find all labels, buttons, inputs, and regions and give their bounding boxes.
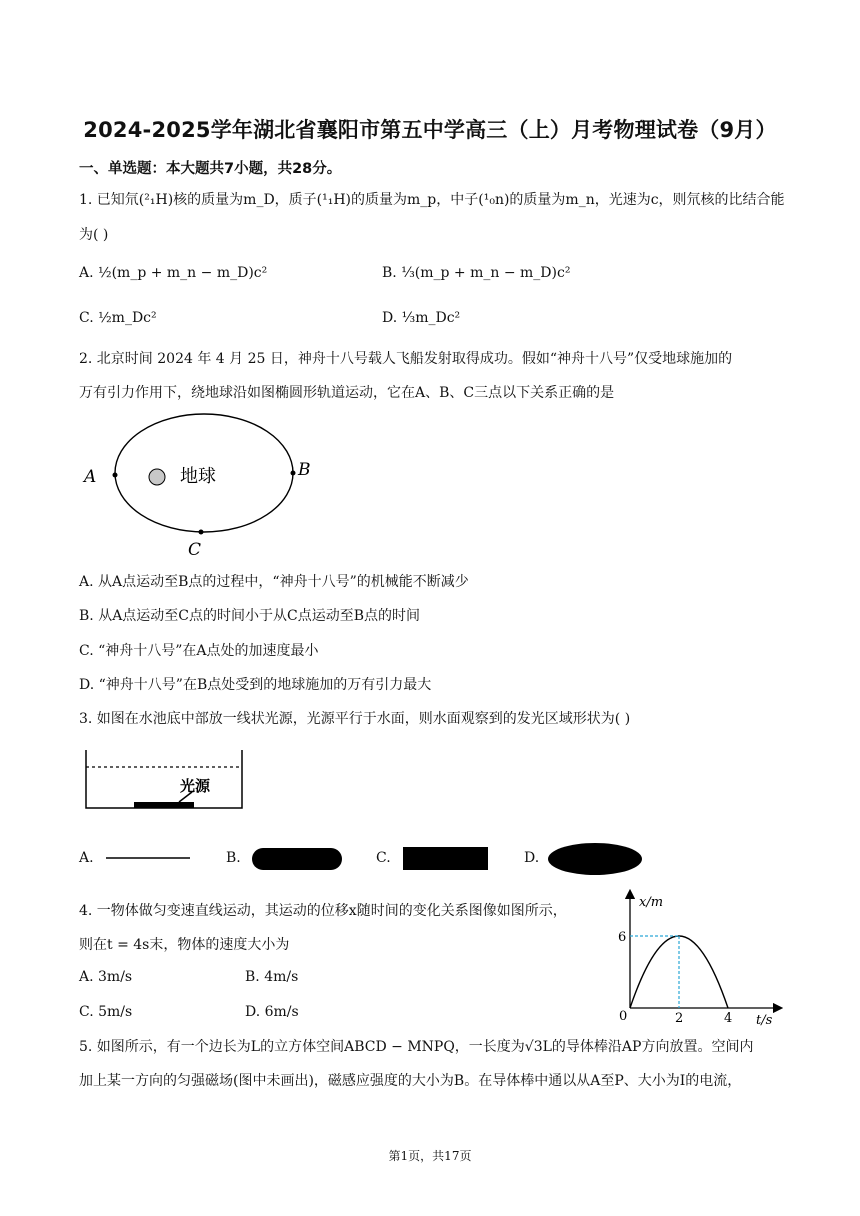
option-d-ellipse-shape <box>546 842 646 878</box>
q2-option-d: D. “神舟十八号”在B点处受到的地球施加的万有引力最大 <box>79 677 432 693</box>
earth-circle <box>149 469 165 485</box>
q3-option-a: A. <box>79 850 94 866</box>
q3-option-c: C. <box>376 850 391 866</box>
q2-option-b: B. 从A点运动至C点的时间小于从C点运动至B点的时间 <box>79 608 421 624</box>
point-c-label: C <box>188 540 202 560</box>
q1-option-b: B. ⅓(m_p + m_n − m_D)c² <box>382 265 571 281</box>
point-b-dot <box>291 471 296 476</box>
earth-label: 地球 <box>180 466 216 487</box>
q4-option-b: B. 4m/s <box>245 969 299 985</box>
point-c-dot <box>199 530 204 535</box>
graph-tick-6: 6 <box>618 930 627 945</box>
graph-tick-2: 2 <box>675 1011 684 1026</box>
point-a-dot <box>113 473 118 478</box>
q5-stem-line1: 5. 如图所示，有一个边长为L的立方体空间ABCD − MNPQ，一长度为√3L的导体棒沿AP方向放置。空间内 <box>79 1039 754 1055</box>
point-b-label: B <box>298 460 311 480</box>
light-source-bar <box>134 802 194 808</box>
q3-option-b: B. <box>226 850 241 866</box>
graph-tick-4: 4 <box>724 1011 733 1026</box>
q4-option-d: D. 6m/s <box>245 1004 299 1020</box>
option-c-rectangle-shape <box>401 845 491 873</box>
q1-option-a: A. ½(m_p + m_n − m_D)c² <box>79 265 268 281</box>
q1-stem-line2: 为( ) <box>79 227 109 243</box>
q2-stem-line1: 2. 北京时间 2024 年 4 月 25 日，神舟十八号载人飞船发射取得成功。假如“神舟十八号”仅受地球施加的 <box>79 351 733 367</box>
q1-option-d: D. ⅓m_Dc² <box>382 310 461 326</box>
q4-option-c: C. 5m/s <box>79 1004 133 1020</box>
option-b-rounded-shape <box>250 846 345 872</box>
q1-stem-line1: 1. 已知氘(²₁H)核的质量为m_D，质子(¹₁H)的质量为m_p，中子(¹₀n)的质量为m_n，光速为c，则氘核的比结合能 <box>79 192 785 208</box>
q2-option-c: C. “神舟十八号”在A点处的加速度最小 <box>79 643 319 659</box>
graph-y-label: x/m <box>639 895 664 910</box>
q4-stem-line1: 4. 一物体做匀变速直线运动，其运动的位移x随时间的变化关系图像如图所示， <box>79 903 567 919</box>
q2-stem-line2: 万有引力作用下，绕地球沿如图椭圆形轨道运动，它在A、B、C三点以下关系正确的是 <box>79 385 615 401</box>
option-a-line-shape <box>104 850 194 866</box>
page-title: 2024-2025学年湖北省襄阳市第五中学高三（上）月考物理试卷（9月） <box>83 118 777 142</box>
graph-tick-0: 0 <box>619 1009 628 1024</box>
q3-stem: 3. 如图在水池底中部放一线状光源，光源平行于水面，则水面观察到的发光区域形状为( ) <box>79 711 631 727</box>
q3-option-d: D. <box>524 850 540 866</box>
section-heading: 一、单选题：本大题共7小题，共28分。 <box>79 161 342 177</box>
light-source-label: 光源 <box>180 777 211 795</box>
q5-stem-line2: 加上某一方向的匀强磁场(图中未画出)，磁感应强度的大小为B。在导体棒中通以从A至P、大小为I的电流， <box>79 1073 742 1089</box>
q4-option-a: A. 3m/s <box>79 969 133 985</box>
q1-option-c: C. ½m_Dc² <box>79 310 157 326</box>
displacement-time-graph <box>610 886 785 1028</box>
point-a-label: A <box>84 467 97 487</box>
orbit-figure <box>78 410 338 565</box>
pool-walls <box>86 750 242 808</box>
q2-option-a: A. 从A点运动至B点的过程中，“神舟十八号”的机械能不断减少 <box>79 574 469 590</box>
graph-x-label: t/s <box>756 1013 773 1028</box>
pool-figure <box>84 748 254 812</box>
page-footer: 第1页，共17页 <box>388 1149 472 1163</box>
q4-stem-line2: 则在t = 4s末，物体的速度大小为 <box>79 937 290 953</box>
